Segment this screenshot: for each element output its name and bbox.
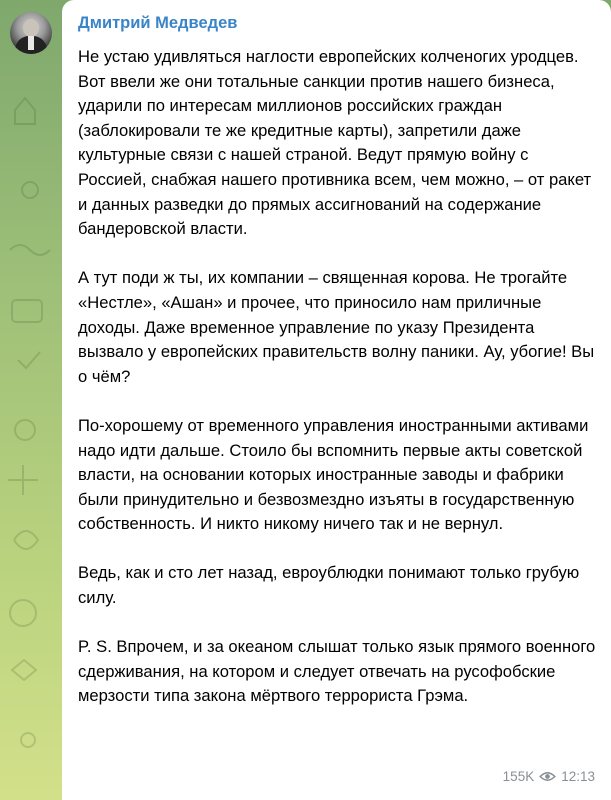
message-text bbox=[78, 45, 597, 709]
message-paragraph-3: По-хорошему от временного управления иностранными активами надо идти дальше. Стоило бы вспомнить первые акты советской власти, на основании которых иностранные заводы и фабрики были принудительно и безвозмездно изъяты в государственную собственность. И никто никому ничего так и не вернул. bbox=[78, 415, 589, 534]
message-paragraph-5: P. S. Впрочем, и за океаном слышат только язык прямого военного сдерживания, на котором и следует отвечать на русофобские мерзости типа закона мёртвого террориста Грэма. bbox=[78, 637, 596, 706]
views-count: 155K bbox=[502, 769, 535, 784]
message-meta bbox=[503, 769, 595, 784]
message-bubble bbox=[62, 0, 611, 800]
message-paragraph-4: Ведь, как и сто лет назад, евроублюдки понимают только грубую силу. bbox=[78, 563, 580, 608]
channel-avatar[interactable] bbox=[10, 12, 52, 54]
avatar-head bbox=[23, 19, 39, 37]
message-paragraph-1: Не устаю удивляться наглости европейских колченогих уродцев. Вот ввели же они тотальные санкции против нашего бизнеса, ударили по интересам миллионов российских граждан (заблокировали те же кредитные карты), запретили даже культурные связи с нашей страной. Ведут прямую войну с Россией, снабжая нашего противника всем, чем можно, – от ракет и данных разведки до прямых ассигнований на содержание бандеровской власти. bbox=[78, 47, 592, 239]
message-time: 12:13 bbox=[561, 769, 595, 784]
message-author[interactable]: Дмитрий Медведев bbox=[78, 14, 238, 32]
avatar-shirt bbox=[28, 36, 34, 50]
message-paragraph-2: А тут поди ж ты, их компании – священная корова. Не трогайте «Нестле», «Ашан» и прочее, что приносило нам приличные доходы. Даже временное управление по указу Президента вызвало у европейских правительств волну паники. Ау, убогие! Вы о чём? bbox=[78, 268, 595, 386]
eye-icon bbox=[539, 771, 556, 782]
